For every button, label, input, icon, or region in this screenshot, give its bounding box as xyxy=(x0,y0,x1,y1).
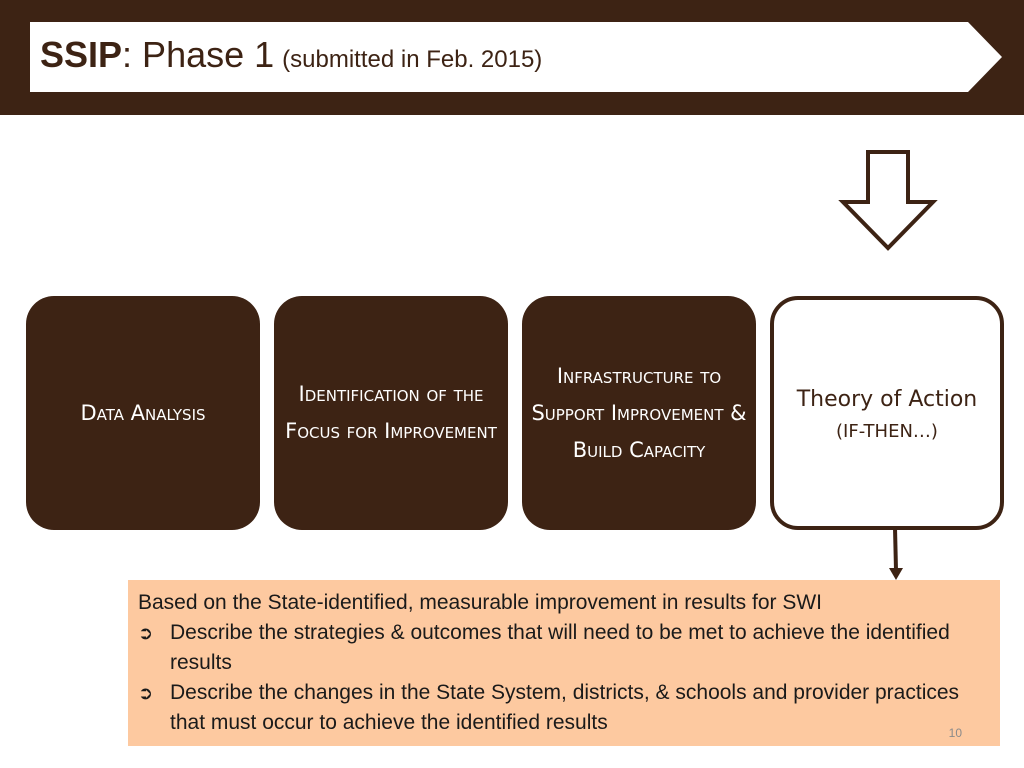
title-sub: (submitted in Feb. 2015) xyxy=(282,46,543,73)
curved-arrow-icon: ➲ xyxy=(138,683,154,703)
title-bold: SSIP xyxy=(40,34,123,75)
box-subtitle: (IF-THEN…) xyxy=(836,420,938,442)
callout-intro: Based on the State-identified, measurable improvement in results for SWI xyxy=(138,591,822,614)
title-main: : Phase 1 xyxy=(122,34,275,75)
list-item xyxy=(138,618,990,678)
box-data-analysis xyxy=(26,296,260,530)
callout-box xyxy=(128,580,1000,746)
title-banner xyxy=(30,22,1002,92)
box-title: Theory of Action xyxy=(796,386,978,412)
curved-arrow-icon: ➲ xyxy=(138,623,154,643)
page-number: 10 xyxy=(948,726,962,740)
bullet-text: Describe the strategies & outcomes that will need to be met to achieve the identified results xyxy=(170,621,950,674)
connector-arrow-icon xyxy=(885,528,905,582)
box-label: Data Analysis xyxy=(80,400,206,425)
down-arrow-icon xyxy=(838,150,938,252)
list-item xyxy=(138,678,990,738)
bullet-text: Describe the changes in the State System, districts, & schools and provider practices that must occur to achieve the identified results xyxy=(170,681,960,734)
page-title xyxy=(40,34,542,76)
box-infrastructure xyxy=(522,296,756,530)
box-theory-of-action xyxy=(770,296,1004,530)
box-label xyxy=(789,381,986,446)
box-identification-focus xyxy=(274,296,508,530)
box-label: Infrastructure to Support Improvement & Build Capacity xyxy=(531,363,747,462)
box-label: Identification of the Focus for Improvement xyxy=(285,382,497,443)
